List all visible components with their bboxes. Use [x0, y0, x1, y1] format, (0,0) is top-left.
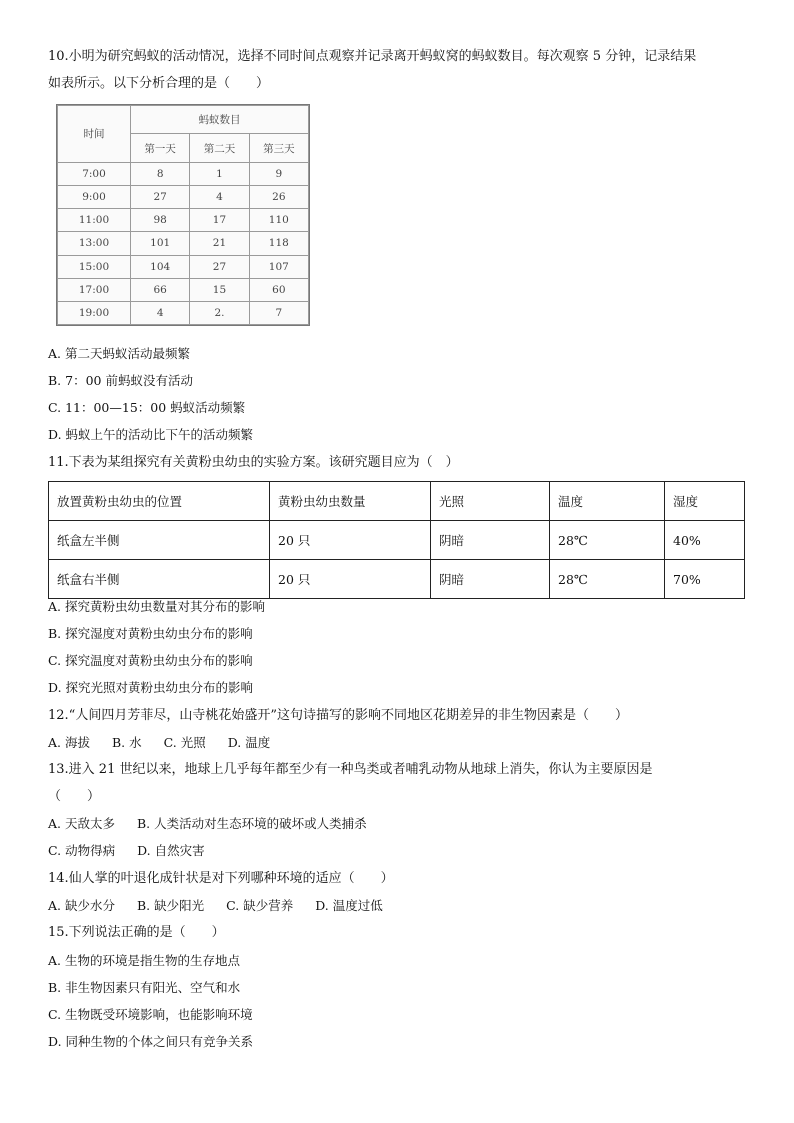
- cell-value: 60: [249, 278, 308, 301]
- cell-value: 7: [249, 301, 308, 324]
- col-header-quantity: 黄粉虫幼虫数量: [270, 482, 431, 521]
- q10-option-d[interactable]: D. 蚂蚁上午的活动比下午的活动频繁: [48, 427, 254, 442]
- q14-option-d[interactable]: D. 温度过低: [315, 898, 383, 913]
- row-time: 9:00: [58, 186, 131, 209]
- cell-value: 8: [131, 162, 190, 185]
- cell-quantity: 20 只: [270, 560, 431, 599]
- cell-value: 26: [249, 186, 308, 209]
- cell-value: 4: [131, 301, 190, 324]
- cell-value: 15: [190, 278, 249, 301]
- q13-stem-line2: （ ）: [48, 789, 101, 804]
- table-row: [58, 232, 309, 255]
- table-header-time: 时间: [58, 106, 131, 163]
- cell-value: 9: [249, 162, 308, 185]
- experiment-table: [48, 481, 745, 599]
- q12-option-a[interactable]: A. 海拔: [48, 735, 90, 750]
- cell-value: 1: [190, 162, 249, 185]
- cell-value: 110: [249, 209, 308, 232]
- table-row: [58, 301, 309, 324]
- cell-value: 17: [190, 209, 249, 232]
- cell-humidity: 40%: [665, 521, 745, 560]
- table-row: [58, 278, 309, 301]
- q12-options: [48, 734, 292, 752]
- table-header-count: 蚂蚁数目: [131, 106, 309, 134]
- table-row: [58, 255, 309, 278]
- q11-option-c[interactable]: C. 探究温度对黄粉虫幼虫分布的影响: [48, 653, 253, 668]
- cell-value: 98: [131, 209, 190, 232]
- q15-option-d[interactable]: D. 同种生物的个体之间只有竞争关系: [48, 1034, 254, 1049]
- row-time: 19:00: [58, 301, 131, 324]
- q15-stem: 15.下列说法正确的是（ ）: [48, 925, 225, 940]
- q14-option-a[interactable]: A. 缺少水分: [48, 898, 115, 913]
- q11-option-b[interactable]: B. 探究湿度对黄粉虫幼虫分布的影响: [48, 626, 253, 641]
- col-header-humidity: 湿度: [665, 482, 745, 521]
- table-row: [58, 162, 309, 185]
- table-row: [58, 209, 309, 232]
- cell-temperature: 28℃: [550, 560, 665, 599]
- table-row: [49, 521, 745, 560]
- q10-option-a[interactable]: A. 第二天蚂蚁活动最频繁: [48, 346, 190, 361]
- q10-stem-line2: 如表所示。以下分析合理的是（ ）: [48, 76, 270, 91]
- row-time: 7:00: [58, 162, 131, 185]
- q14-options: [48, 897, 405, 915]
- cell-value: 27: [131, 186, 190, 209]
- q14-option-b[interactable]: B. 缺少阳光: [136, 898, 205, 913]
- col-header-temperature: 温度: [550, 482, 665, 521]
- cell-quantity: 20 只: [270, 521, 431, 560]
- cell-value: 101: [131, 232, 190, 255]
- q10-stem-line1: 10.小明为研究蚂蚁的活动情况，选择不同时间点观察并记录离开蚂蚁窝的蚂蚁数目。每次观察 5 分钟，记录结果: [48, 49, 697, 64]
- q13-options-row1: [48, 815, 389, 833]
- table-row: [49, 560, 745, 599]
- q12-option-b[interactable]: B. 水: [111, 735, 142, 750]
- table-row: [58, 186, 309, 209]
- q12-stem: 12.“人间四月芳菲尽，山寺桃花始盛开”这句诗描写的影响不同地区花期差异的非生物因素是（ ）: [48, 708, 628, 723]
- row-time: 17:00: [58, 278, 131, 301]
- ant-count-table: [56, 104, 310, 326]
- q15-option-b[interactable]: B. 非生物因素只有阳光、空气和水: [48, 980, 241, 995]
- q15-option-c[interactable]: C. 生物既受环境影响，也能影响环境: [48, 1007, 253, 1022]
- table-header-row: [49, 482, 745, 521]
- cell-value: 104: [131, 255, 190, 278]
- q13-option-d[interactable]: D. 自然灾害: [137, 843, 205, 858]
- col-header-position: 放置黄粉虫幼虫的位置: [49, 482, 270, 521]
- q15-option-a[interactable]: A. 生物的环境是指生物的生存地点: [48, 953, 240, 968]
- col-header-light: 光照: [431, 482, 550, 521]
- cell-position: 纸盒右半侧: [49, 560, 270, 599]
- row-time: 15:00: [58, 255, 131, 278]
- q10-option-c[interactable]: C. 11：00—15：00 蚂蚁活动频繁: [48, 400, 246, 415]
- q12-option-d[interactable]: D. 温度: [227, 735, 271, 750]
- q14-stem: 14.仙人掌的叶退化成针状是对下列哪种环境的适应（ ）: [48, 871, 394, 886]
- table-header-day2: 第二天: [190, 134, 249, 162]
- table-header-day3: 第三天: [249, 134, 308, 162]
- cell-light: 阴暗: [431, 521, 550, 560]
- cell-value: 27: [190, 255, 249, 278]
- cell-humidity: 70%: [665, 560, 745, 599]
- cell-value: 21: [190, 232, 249, 255]
- cell-value: 107: [249, 255, 308, 278]
- row-time: 11:00: [58, 209, 131, 232]
- q14-option-c[interactable]: C. 缺少营养: [226, 898, 294, 913]
- q11-stem: 11.下表为某组探究有关黄粉虫幼虫的实验方案。该研究题目应为（ ）: [48, 455, 459, 470]
- cell-value: 2.: [190, 301, 249, 324]
- q13-stem-line1: 13.进入 21 世纪以来，地球上几乎每年都至少有一种鸟类或者哺乳动物从地球上消失，你认为主要原因是: [48, 762, 653, 777]
- q11-option-a[interactable]: A. 探究黄粉虫幼虫数量对其分布的影响: [48, 599, 265, 614]
- cell-value: 66: [131, 278, 190, 301]
- q12-option-c[interactable]: C. 光照: [163, 735, 206, 750]
- q10-option-b[interactable]: B. 7：00 前蚂蚁没有活动: [48, 373, 193, 388]
- q13-options-row2: [48, 842, 227, 860]
- q13-option-b[interactable]: B. 人类活动对生态环境的破坏或人类捕杀: [136, 816, 367, 831]
- cell-value: 118: [249, 232, 308, 255]
- cell-position: 纸盒左半侧: [49, 521, 270, 560]
- cell-temperature: 28℃: [550, 521, 665, 560]
- cell-value: 4: [190, 186, 249, 209]
- cell-light: 阴暗: [431, 560, 550, 599]
- q13-option-c[interactable]: C. 动物得病: [48, 843, 116, 858]
- row-time: 13:00: [58, 232, 131, 255]
- q13-option-a[interactable]: A. 天敌太多: [48, 816, 115, 831]
- q11-option-d[interactable]: D. 探究光照对黄粉虫幼虫分布的影响: [48, 680, 254, 695]
- table-header-day1: 第一天: [131, 134, 190, 162]
